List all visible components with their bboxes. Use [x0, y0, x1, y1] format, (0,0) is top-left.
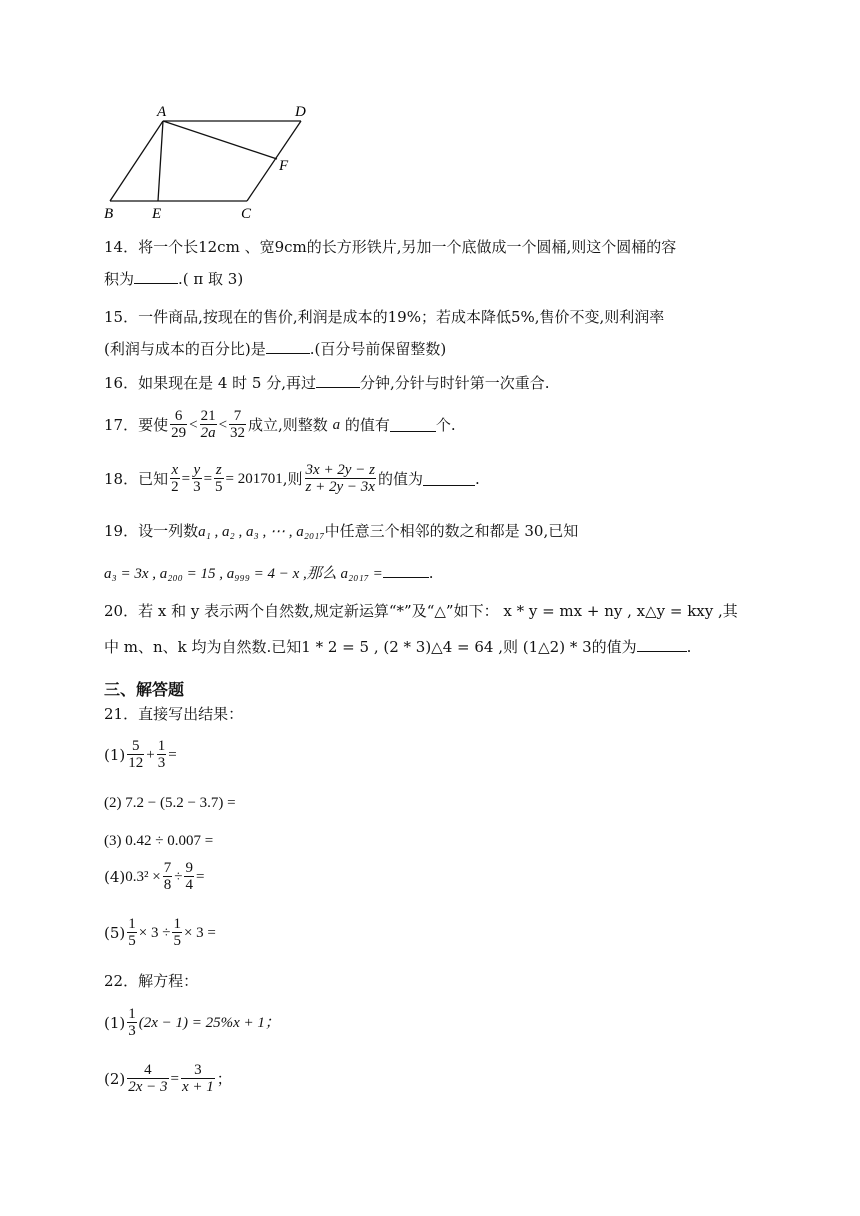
- label-E: E: [152, 206, 162, 222]
- q21-part5: [104, 916, 216, 949]
- q20-text-b: .: [686, 638, 692, 656]
- q21-p5-label: (5): [104, 923, 126, 942]
- q22-p1-label: (1): [104, 1013, 126, 1032]
- q21-p1-frac1: $\frac{5}{12}$: [128, 738, 144, 771]
- q21-p1-frac2: $\frac{1}{3}$: [157, 738, 166, 771]
- q15-line2: [104, 338, 446, 360]
- q19-text-end: .: [428, 564, 434, 582]
- q18-text-b: ,则: [282, 469, 303, 488]
- q18-frac-z: $\frac{z}{5}$: [215, 462, 223, 495]
- q22-p1-rest: (2x − 1) = 25%x + 1；: [138, 1014, 280, 1031]
- q21-p5-frac1: $\frac{1}{5}$: [128, 916, 136, 949]
- q17-text-a: 17．要使: [104, 415, 169, 434]
- q21-p1-label: (1): [104, 745, 126, 764]
- q22-p2-frac2: $\frac{3}{x + 1}$: [182, 1062, 214, 1095]
- q19-text-a: 19．设一列数: [104, 522, 199, 540]
- q21-title: 21．直接写出结果：: [104, 705, 244, 723]
- q21-p5-mid: × 3 ÷: [138, 924, 171, 941]
- label-B: B: [104, 206, 114, 222]
- q20-blank[interactable]: [637, 637, 687, 652]
- q21-p5-frac2: $\frac{1}{5}$: [173, 916, 181, 949]
- q15-line1: 15．一件商品,按现在的售价,利润是成本的19%；若成本降低5%,售价不变,则利润率: [104, 308, 665, 326]
- q20-line2: [104, 636, 691, 658]
- q18-eq1: =: [181, 470, 191, 487]
- section-heading: 三、解答题: [104, 680, 185, 699]
- label-D: D: [295, 104, 306, 120]
- q21-part3: (3) 0.42 ÷ 0.007 =: [104, 833, 214, 849]
- q22-title: 22．解方程：: [104, 972, 199, 990]
- q19-blank[interactable]: [383, 563, 429, 578]
- q17-frac1: $\frac{6}{29}$: [171, 408, 187, 441]
- q19-conditions: a₃ = 3x , a₂₀₀ = 15 , a₉₉₉ = 4 − x ,那么 a₂₀₁₇ =: [104, 566, 383, 582]
- q21-p5-end: × 3 =: [183, 924, 216, 941]
- q15-text-b: .(百分号前保留整数): [309, 340, 447, 358]
- q20-line1: 20．若 x 和 y 表示两个自然数,规定新运算“*”及“△”如下： x * y = mx + ny , x△y = kxy ,其: [104, 602, 738, 620]
- q21-p4-div: ÷: [174, 868, 183, 885]
- q22-part2: [104, 1062, 232, 1095]
- q17-frac3: $\frac{7}{32}$: [230, 408, 246, 441]
- q21-part2: (2) 7.2 − (5.2 − 3.7) =: [104, 795, 236, 811]
- q19-text-b: 中任意三个相邻的数之和都是 30,已知: [324, 522, 579, 540]
- q21-p1-plus: +: [146, 746, 155, 763]
- q18-line: [104, 462, 480, 495]
- q17-var: a: [332, 416, 341, 433]
- q17-blank[interactable]: [390, 417, 436, 432]
- q21-p4-frac1: $\frac{7}{8}$: [163, 860, 172, 893]
- q14-blank[interactable]: [134, 269, 178, 284]
- q18-eq2: =: [203, 470, 213, 487]
- q16-text-a: 16．如果现在是 4 时 5 分,再过: [104, 374, 317, 392]
- q16-line: [104, 372, 550, 394]
- q18-expression: $\frac{3x + 2y - z}{z + 2y - 3x}$: [305, 462, 375, 495]
- q19-line1: [104, 520, 578, 543]
- q18-value: = 201701: [225, 470, 283, 487]
- q18-text-c: 的值为: [377, 469, 423, 488]
- q17-lt1: <: [189, 416, 198, 433]
- q15-text-a: (利润与成本的百分比)是: [104, 340, 266, 358]
- q16-text-b: 分钟,分针与时针第一次重合.: [360, 374, 550, 392]
- q22-part1: [104, 1006, 280, 1039]
- q17-text-d: 个.: [435, 415, 456, 434]
- q17-text-c: 的值有: [344, 415, 390, 434]
- q21-p4-frac2: $\frac{9}{4}$: [185, 860, 193, 893]
- q17-lt2: <: [218, 416, 228, 433]
- q18-text-a: 18．已知: [104, 469, 169, 488]
- q15-blank[interactable]: [266, 339, 310, 354]
- q17-text-b: 成立,则整数: [248, 415, 328, 434]
- q21-part1: [104, 738, 177, 771]
- q18-frac-y: $\frac{y}{3}$: [193, 462, 201, 495]
- label-F: F: [279, 158, 289, 174]
- q18-text-d: .: [474, 469, 480, 488]
- q22-p2-end: ；: [216, 1069, 232, 1088]
- q14-line1: 14．将一个长12cm 、宽9cm的长方形铁片,另加一个底做成一个圆桶,则这个圆桶的容: [104, 238, 677, 256]
- q17-line: [104, 408, 456, 441]
- q16-blank[interactable]: [316, 373, 360, 388]
- q22-p1-frac: $\frac{1}{3}$: [128, 1006, 136, 1039]
- q17-frac2: $\frac{21}{2a}$: [200, 408, 216, 441]
- q18-blank[interactable]: [423, 471, 475, 486]
- q14-line2: [104, 268, 243, 290]
- label-A: A: [157, 104, 167, 120]
- q18-frac-x: $\frac{x}{2}$: [171, 462, 179, 495]
- q22-p2-eq: =: [170, 1070, 179, 1087]
- q21-part4: [104, 860, 204, 893]
- q14-text-a: 积为: [104, 270, 135, 288]
- q19-sequence: a₁ , a₂ , a₃ , ⋯ , a₂₀₁₇: [198, 524, 325, 540]
- q14-text-b: .( π 取 3): [178, 270, 244, 288]
- q21-p4-label: (4): [104, 867, 126, 886]
- q21-p4-eq: =: [195, 868, 205, 885]
- q22-p2-label: (2): [104, 1069, 126, 1088]
- q22-p2-frac1: $\frac{4}{2x - 3}$: [128, 1062, 168, 1095]
- q21-p1-eq: =: [168, 746, 177, 763]
- parallelogram-figure: [95, 95, 325, 225]
- q20-text-a: 中 m、n、k 均为自然数.已知1 * 2 = 5 , (2 * 3)△4 = 64 ,则 (1△2) * 3的值为: [104, 638, 637, 656]
- label-C: C: [241, 206, 252, 222]
- q19-line2: [104, 562, 434, 585]
- q21-p4-base: 0.3² ×: [125, 868, 161, 885]
